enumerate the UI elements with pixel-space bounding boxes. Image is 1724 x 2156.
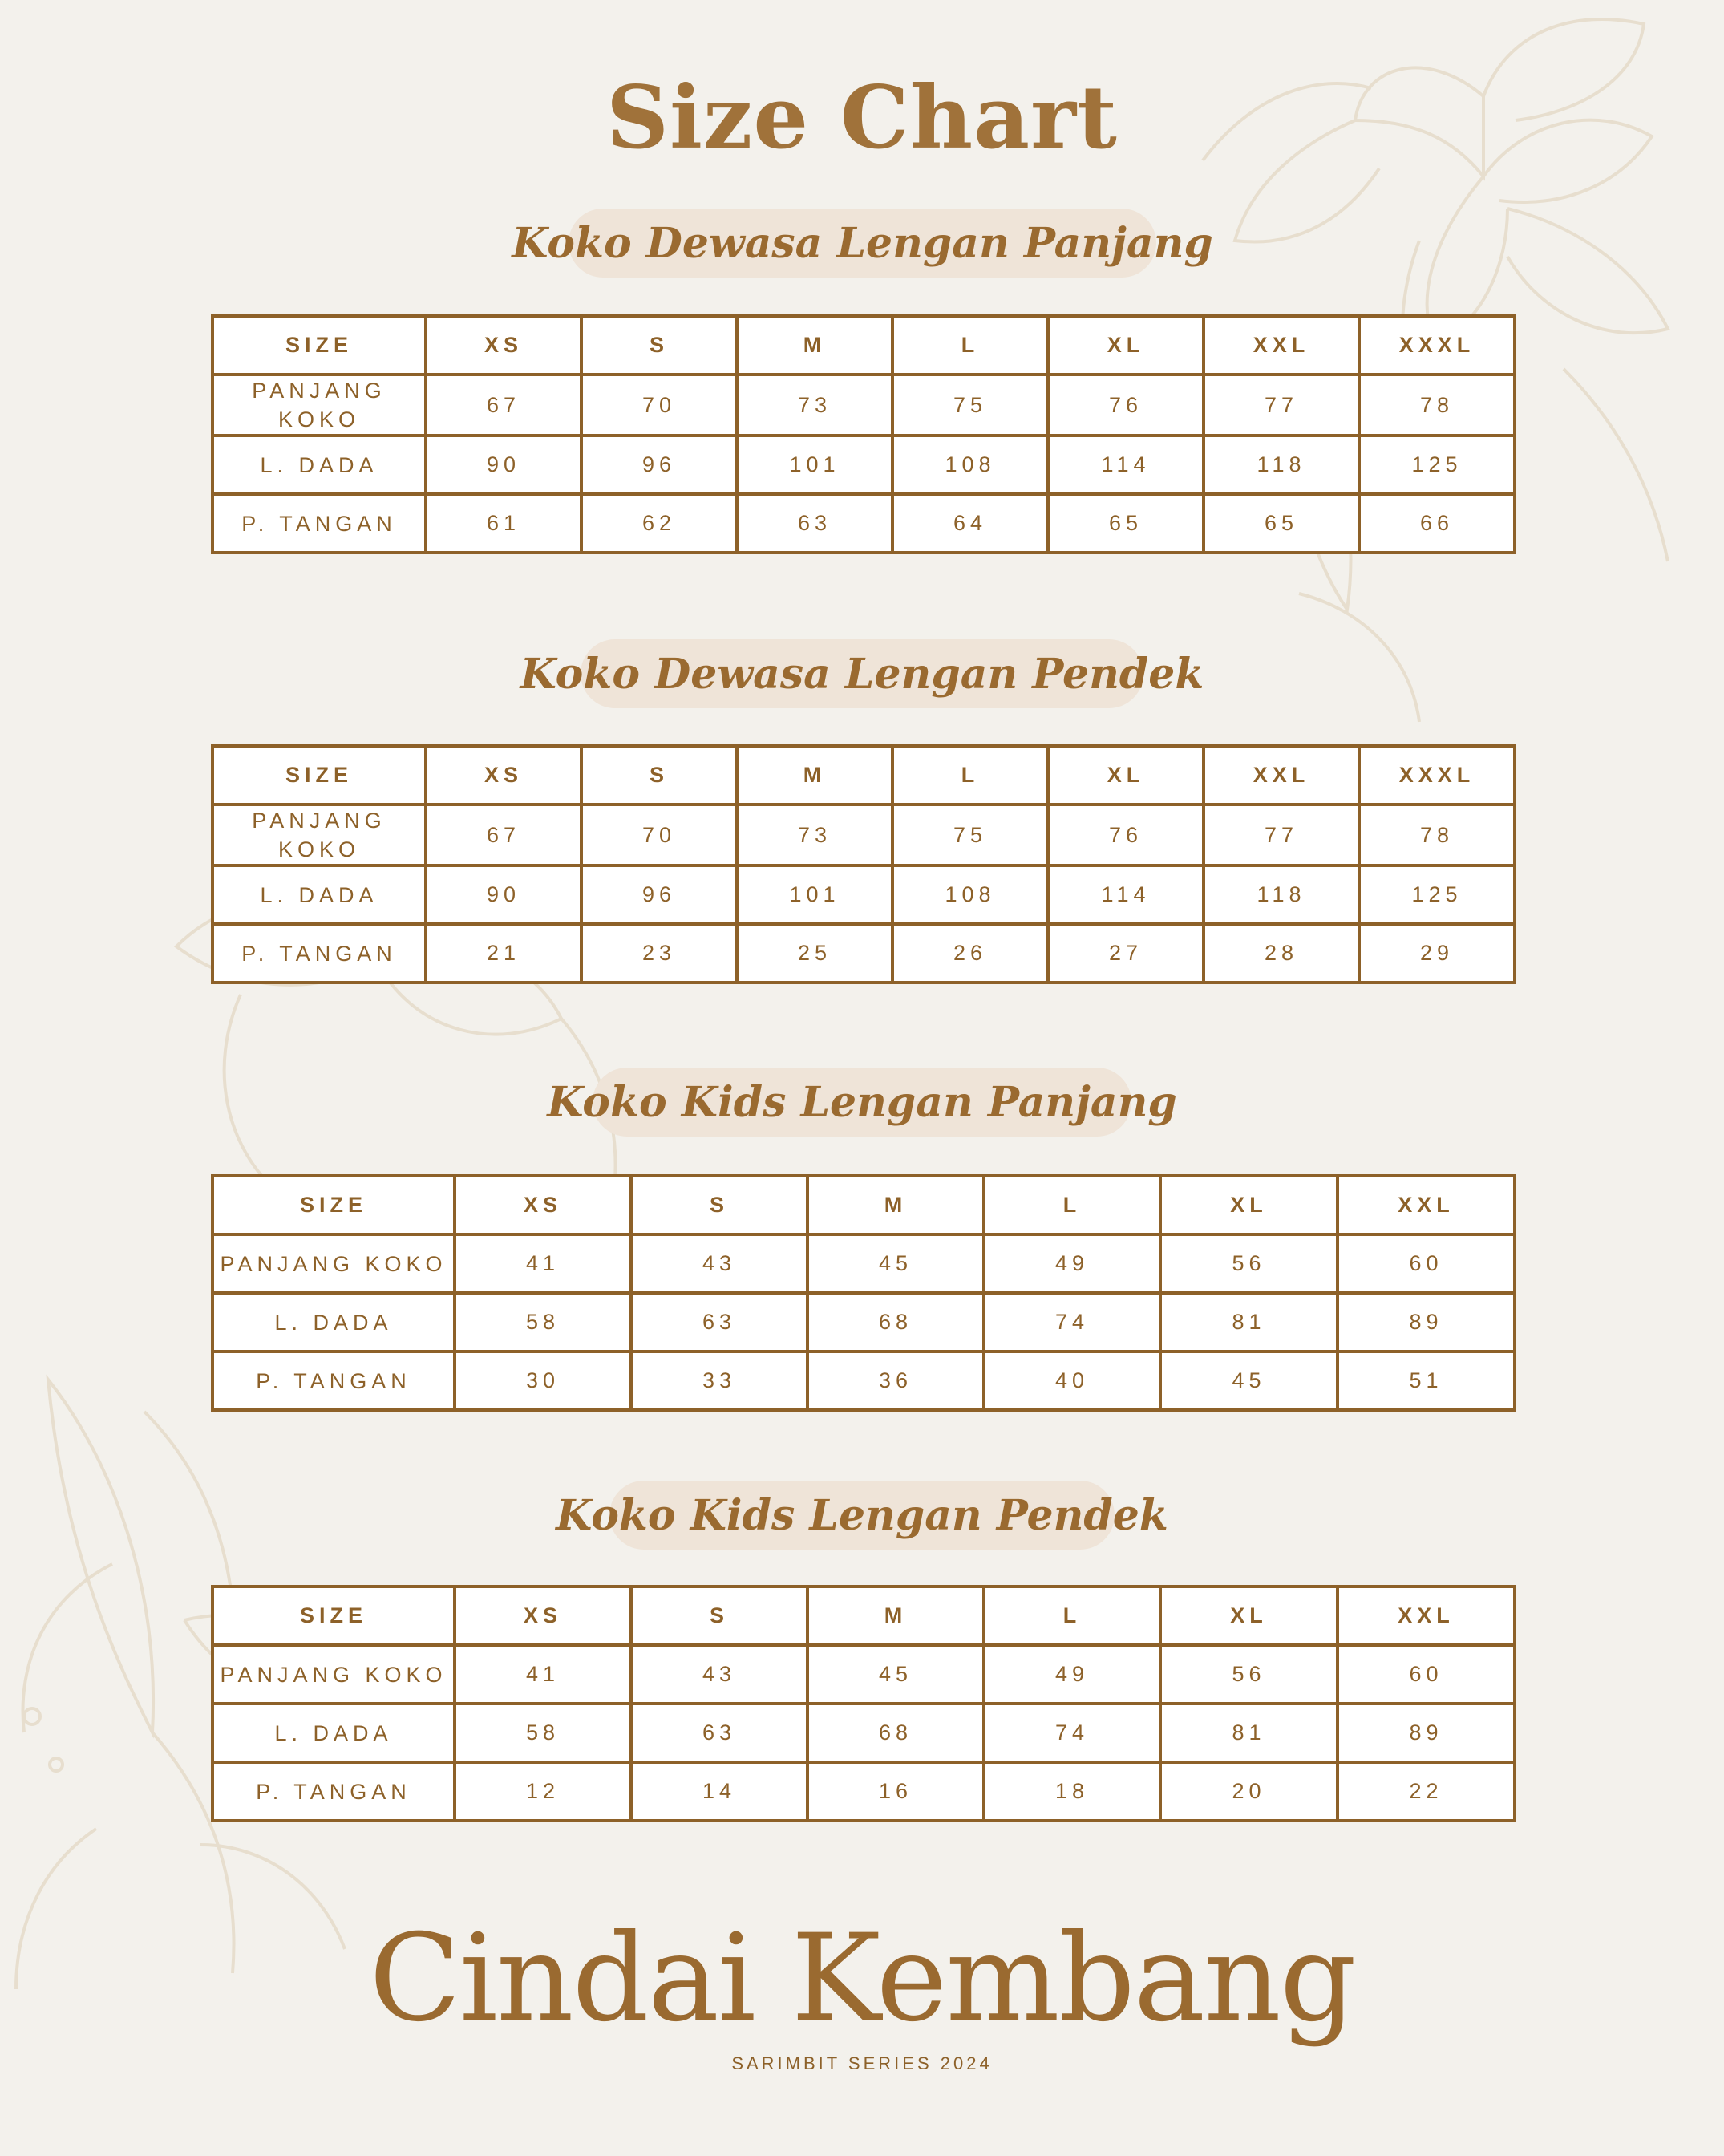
table-cell: 70 [581,804,737,865]
table-cell: 108 [892,865,1048,924]
table-cell: 63 [631,1704,807,1762]
column-header: SIZE [212,316,426,375]
table-cell: 118 [1204,436,1359,494]
table-row [212,1645,1515,1704]
table-cell: 26 [892,924,1048,983]
table-row [212,924,1515,983]
table-header-row [212,1176,1515,1234]
table-cell: 41 [455,1645,631,1704]
table-cell: 40 [984,1352,1160,1410]
table-cell: 68 [807,1293,984,1352]
row-label: P. TANGAN [212,494,426,553]
table-cell: 61 [426,494,581,553]
table-cell: 62 [581,494,737,553]
table-row [212,1762,1515,1821]
table-cell: 89 [1338,1704,1515,1762]
section-heading: Koko Dewasa Lengan Panjang [569,209,1156,278]
column-header: XL [1160,1176,1338,1234]
table-cell: 73 [737,804,892,865]
table-row [212,804,1515,865]
row-label: L. DADA [212,1704,455,1762]
row-label: PANJANG KOKO [212,1645,455,1704]
table-cell: 108 [892,436,1048,494]
table-cell: 33 [631,1352,807,1410]
row-label: P. TANGAN [212,1762,455,1821]
table-cell: 25 [737,924,892,983]
table-cell: 75 [892,375,1048,436]
row-label: PANJANG KOKO [212,1234,455,1293]
table-cell: 63 [737,494,892,553]
table-cell: 51 [1338,1352,1515,1410]
table-cell: 63 [631,1293,807,1352]
table-cell: 65 [1204,494,1359,553]
table-cell: 45 [807,1234,984,1293]
table-cell: 58 [455,1293,631,1352]
table-cell: 16 [807,1762,984,1821]
column-header: M [737,316,892,375]
table-cell: 96 [581,865,737,924]
column-header: L [984,1176,1160,1234]
size-table-kids-pendek [211,1585,1516,1822]
table-cell: 89 [1338,1293,1515,1352]
table-cell: 14 [631,1762,807,1821]
column-header: XS [455,1587,631,1645]
column-header: XXL [1204,746,1359,804]
column-header: XXXL [1359,746,1515,804]
table-cell: 65 [1048,494,1204,553]
table-cell: 58 [455,1704,631,1762]
table-row [212,375,1515,436]
table-cell: 78 [1359,804,1515,865]
table-cell: 56 [1160,1645,1338,1704]
table-cell: 70 [581,375,737,436]
table-cell: 67 [426,375,581,436]
section-heading: Koko Kids Lengan Pendek [609,1481,1115,1550]
table-row [212,494,1515,553]
table-cell: 74 [984,1293,1160,1352]
table-cell: 29 [1359,924,1515,983]
table-cell: 18 [984,1762,1160,1821]
row-label-line: KOKO [277,837,361,861]
table-row [212,1704,1515,1762]
table-cell: 114 [1048,436,1204,494]
table-cell: 28 [1204,924,1359,983]
column-header: S [581,316,737,375]
table-cell: 22 [1338,1762,1515,1821]
table-header-row [212,746,1515,804]
column-header: XS [426,746,581,804]
table-cell: 60 [1338,1645,1515,1704]
row-label-line: PANJANG [252,379,386,403]
size-table-dewasa-panjang [211,314,1516,554]
series-caption: SARIMBIT SERIES 2024 [731,2053,993,2073]
table-cell: 77 [1204,804,1359,865]
table-header-row [212,1587,1515,1645]
column-header: XL [1048,746,1204,804]
table-cell: 49 [984,1234,1160,1293]
column-header: XXL [1204,316,1359,375]
row-label-line: PANJANG [252,808,386,833]
row-label [212,804,426,865]
row-label: P. TANGAN [212,924,426,983]
table-cell: 73 [737,375,892,436]
brand-logo-text: Cindai Kembang [369,1909,1355,2049]
column-header: SIZE [212,1176,455,1234]
table-cell: 66 [1359,494,1515,553]
table-cell: 101 [737,865,892,924]
table-cell: 67 [426,804,581,865]
table-cell: 21 [426,924,581,983]
table-row [212,865,1515,924]
table-cell: 49 [984,1645,1160,1704]
row-label-line: KOKO [277,407,361,432]
table-cell: 81 [1160,1704,1338,1762]
column-header: S [631,1587,807,1645]
table-cell: 41 [455,1234,631,1293]
table-cell: 23 [581,924,737,983]
table-row [212,1352,1515,1410]
table-row [212,436,1515,494]
column-header: L [892,746,1048,804]
column-header: M [807,1176,984,1234]
table-cell: 45 [807,1645,984,1704]
row-label: L. DADA [212,865,426,924]
column-header: XL [1160,1587,1338,1645]
column-header: SIZE [212,746,426,804]
table-cell: 56 [1160,1234,1338,1293]
table-cell: 74 [984,1704,1160,1762]
table-cell: 90 [426,865,581,924]
table-row [212,1234,1515,1293]
table-cell: 45 [1160,1352,1338,1410]
column-header: S [581,746,737,804]
table-cell: 43 [631,1645,807,1704]
column-header: XXL [1338,1176,1515,1234]
table-cell: 96 [581,436,737,494]
table-cell: 118 [1204,865,1359,924]
table-cell: 77 [1204,375,1359,436]
column-header: XS [455,1176,631,1234]
table-cell: 20 [1160,1762,1338,1821]
table-cell: 68 [807,1704,984,1762]
table-cell: 12 [455,1762,631,1821]
table-cell: 114 [1048,865,1204,924]
table-cell: 75 [892,804,1048,865]
table-cell: 90 [426,436,581,494]
column-header: XXXL [1359,316,1515,375]
row-label [212,375,426,436]
table-row [212,1293,1515,1352]
table-cell: 30 [455,1352,631,1410]
table-cell: 43 [631,1234,807,1293]
size-table-kids-panjang [211,1174,1516,1412]
table-cell: 76 [1048,804,1204,865]
table-cell: 78 [1359,375,1515,436]
section-heading: Koko Kids Lengan Panjang [593,1068,1131,1137]
column-header: L [892,316,1048,375]
column-header: XL [1048,316,1204,375]
column-header: XS [426,316,581,375]
column-header: M [807,1587,984,1645]
size-table-dewasa-pendek [211,744,1516,984]
row-label: L. DADA [212,436,426,494]
column-header: L [984,1587,1160,1645]
table-cell: 64 [892,494,1048,553]
table-header-row [212,316,1515,375]
column-header: S [631,1176,807,1234]
table-cell: 36 [807,1352,984,1410]
column-header: XXL [1338,1587,1515,1645]
column-header: M [737,746,892,804]
table-cell: 101 [737,436,892,494]
section-heading: Koko Dewasa Lengan Pendek [581,639,1143,708]
table-cell: 60 [1338,1234,1515,1293]
page-title: Size Chart [606,67,1118,168]
column-header: SIZE [212,1587,455,1645]
row-label: L. DADA [212,1293,455,1352]
table-cell: 27 [1048,924,1204,983]
table-cell: 125 [1359,865,1515,924]
table-cell: 76 [1048,375,1204,436]
table-cell: 125 [1359,436,1515,494]
row-label: P. TANGAN [212,1352,455,1410]
table-cell: 81 [1160,1293,1338,1352]
